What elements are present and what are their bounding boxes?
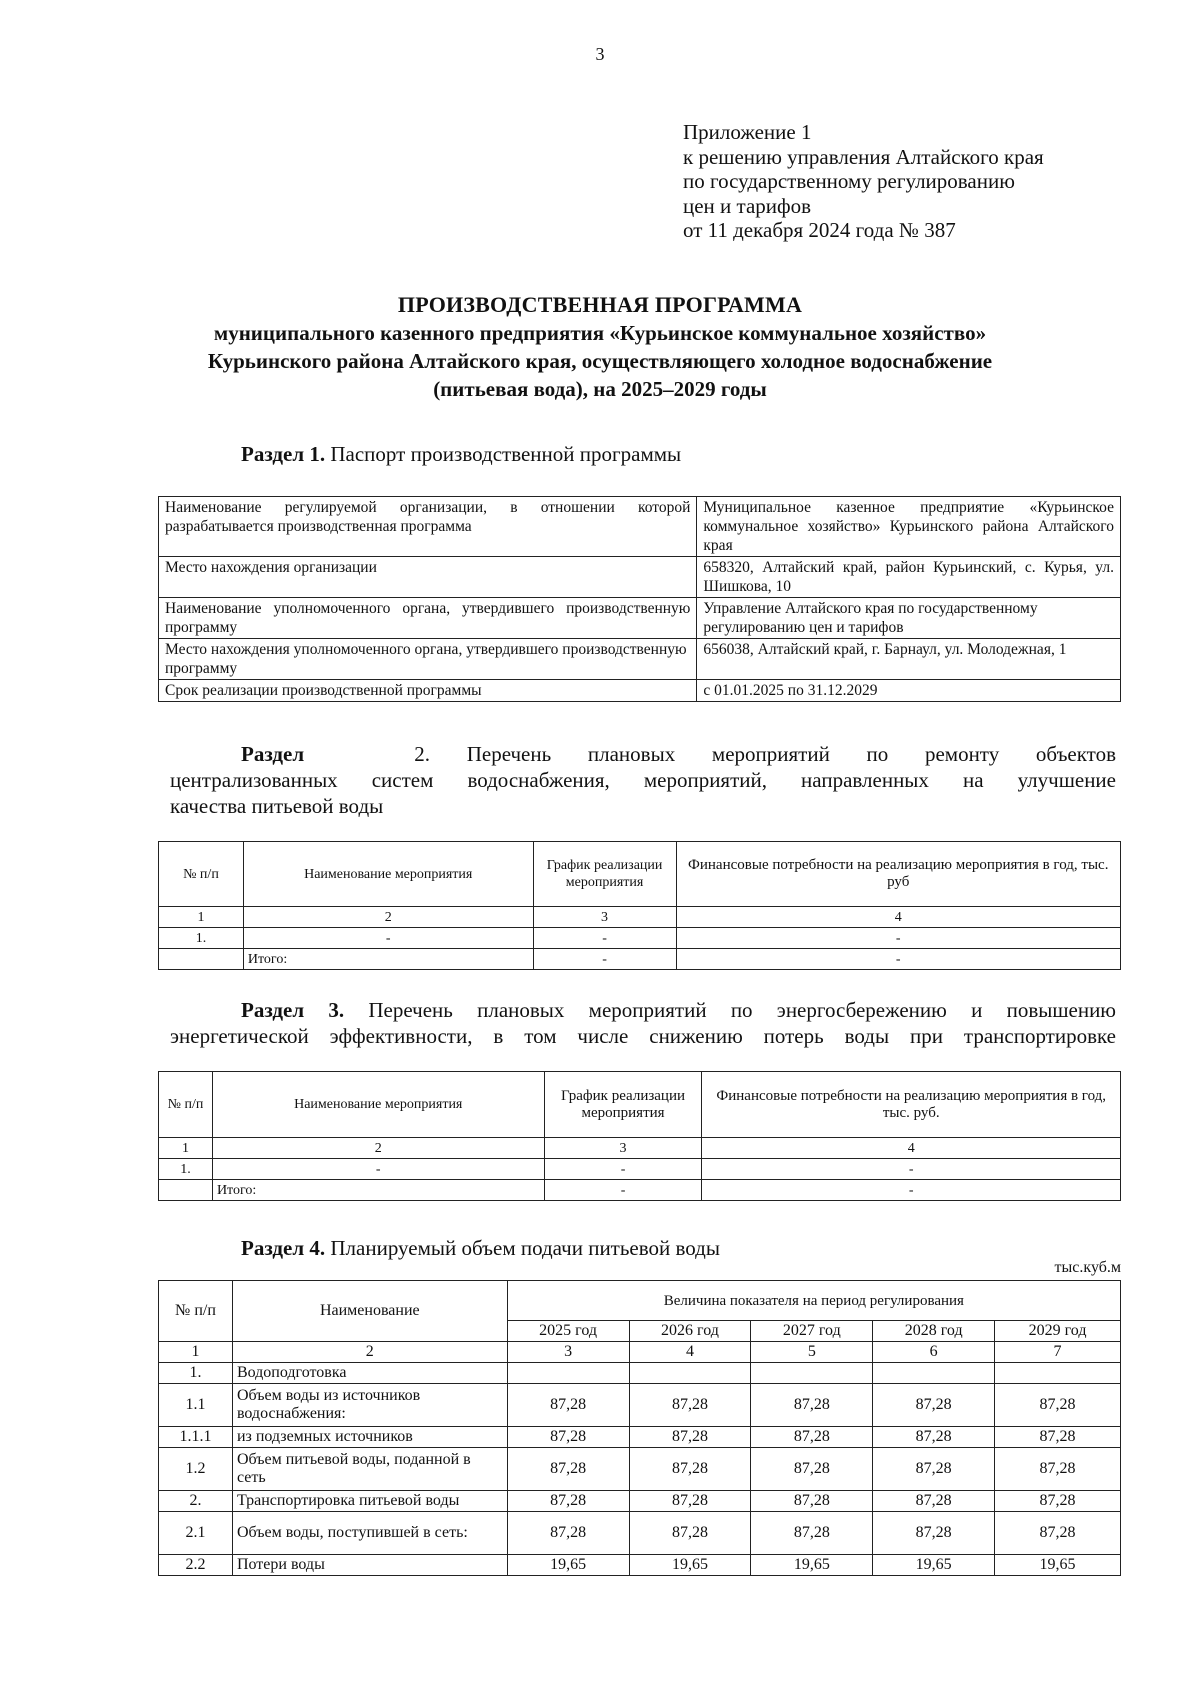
value-cell: 19,65 [507, 1555, 629, 1576]
section3-heading [170, 997, 1116, 1049]
value-cell: 87,28 [995, 1491, 1121, 1512]
table-cell: 1. [159, 1159, 213, 1180]
table-cell: - [533, 949, 676, 970]
year-header: 2028 год [873, 1321, 995, 1342]
appendix-line: от 11 декабря 2024 года № 387 [683, 218, 956, 242]
row-number: 2. [159, 1491, 233, 1512]
column-header: Наименование мероприятия [243, 842, 533, 907]
table-row [159, 1363, 1121, 1384]
table-cell: - [702, 1180, 1121, 1201]
passport-value: Муниципальное казенное предприятие «Курьинское коммунальное хозяйство» Курьинского района Алтайского края [697, 497, 1121, 557]
column-number: 7 [995, 1342, 1121, 1363]
table-header-row [159, 1072, 1121, 1138]
table-row [159, 1427, 1121, 1448]
column-number: 4 [629, 1342, 751, 1363]
column-header: График реализации мероприятия [533, 842, 676, 907]
table-row [159, 680, 1121, 702]
column-number: 3 [544, 1138, 702, 1159]
section2-title: 2. Перечень плановых мероприятий по ремонту объектов [414, 742, 1116, 766]
value-cell [995, 1363, 1121, 1384]
value-cell: 87,28 [873, 1384, 995, 1427]
row-name: Транспортировка питьевой воды [232, 1491, 507, 1512]
row-name: Водоподготовка [232, 1363, 507, 1384]
section3-title: Перечень плановых мероприятий по энергосбережению и повышению [344, 998, 1116, 1022]
value-cell: 87,28 [873, 1491, 995, 1512]
column-number: 1 [159, 1342, 233, 1363]
table-row [159, 1491, 1121, 1512]
passport-value: с 01.01.2025 по 31.12.2029 [697, 680, 1121, 702]
value-cell: 87,28 [995, 1448, 1121, 1491]
appendix-line: Приложение 1 [683, 120, 812, 144]
value-cell [751, 1363, 873, 1384]
section3-table [158, 1071, 1121, 1201]
column-number: 3 [533, 907, 676, 928]
appendix-line: к решению управления Алтайского края [683, 144, 1044, 169]
table-cell: - [544, 1159, 702, 1180]
table-row [159, 598, 1121, 639]
section2-line1 [170, 741, 1116, 767]
column-number: 4 [702, 1138, 1121, 1159]
total-label: Итого: [243, 949, 533, 970]
value-cell: 87,28 [507, 1427, 629, 1448]
column-header: Финансовые потребности на реализацию мероприятия в год, тыс. руб. [702, 1072, 1121, 1138]
title-line: Курьинского района Алтайского края, осуществляющего холодное водоснабжение [207, 349, 993, 373]
water-volume-table [158, 1280, 1121, 1576]
column-header: № п/п [159, 1281, 233, 1342]
passport-label: Место нахождения уполномоченного органа, утвердившего производственную программу [159, 639, 697, 680]
column-number: 2 [232, 1342, 507, 1363]
value-cell: 87,28 [507, 1512, 629, 1555]
passport-label: Наименование уполномоченного органа, утвердившего производственную программу [159, 598, 697, 639]
row-number: 1. [159, 1363, 233, 1384]
value-cell: 87,28 [629, 1427, 751, 1448]
row-number: 1.1 [159, 1384, 233, 1427]
title-line: (питьевая вода), на 2025–2029 годы [433, 377, 767, 401]
section2-label: Раздел [241, 742, 305, 766]
value-cell: 87,28 [507, 1491, 629, 1512]
passport-label: Наименование регулируемой организации, в отношении которой разрабатывается производственная программа [159, 497, 697, 557]
table-row [159, 1342, 1121, 1363]
value-cell: 87,28 [873, 1512, 995, 1555]
table-row [159, 1555, 1121, 1576]
table-cell: - [676, 949, 1121, 970]
value-cell: 87,28 [995, 1512, 1121, 1555]
appendix-line: по государственному регулированию [683, 169, 1015, 193]
appendix-line: цен и тарифов [683, 193, 812, 218]
row-name: Потери воды [232, 1555, 507, 1576]
value-cell: 87,28 [629, 1384, 751, 1427]
document-title [150, 291, 1050, 403]
appendix-header [683, 120, 1044, 243]
table-header-row [159, 1281, 1121, 1321]
row-number: 1.2 [159, 1448, 233, 1491]
table-row [159, 557, 1121, 598]
table-row [159, 1384, 1121, 1427]
section1-title: Паспорт производственной программы [325, 442, 682, 466]
table-cell: - [212, 1159, 544, 1180]
table-cell [159, 1180, 213, 1201]
section1-label: Раздел 1. [241, 442, 326, 466]
section4-title: Планируемый объем подачи питьевой воды [325, 1236, 720, 1260]
table-total-row [159, 1180, 1121, 1201]
value-cell [873, 1363, 995, 1384]
table-total-row [159, 949, 1121, 970]
table-row [159, 1448, 1121, 1491]
column-number: 5 [751, 1342, 873, 1363]
table-row [159, 928, 1121, 949]
value-cell: 87,28 [751, 1512, 873, 1555]
column-number: 2 [212, 1138, 544, 1159]
section4-heading [241, 1235, 720, 1261]
section2-table [158, 841, 1121, 970]
column-number: 2 [243, 907, 533, 928]
column-number: 1 [159, 907, 244, 928]
section2-line3: качества питьевой воды [170, 794, 384, 818]
value-cell: 87,28 [629, 1512, 751, 1555]
row-name: Объем воды из источников водоснабжения: [232, 1384, 507, 1427]
value-cell: 87,28 [995, 1427, 1121, 1448]
row-number: 2.2 [159, 1555, 233, 1576]
table-cell: - [243, 928, 533, 949]
section1-heading [241, 441, 681, 467]
column-header: № п/п [159, 1072, 213, 1138]
value-cell: 87,28 [751, 1384, 873, 1427]
row-number: 2.1 [159, 1512, 233, 1555]
year-header: 2029 год [995, 1321, 1121, 1342]
passport-label: Место нахождения организации [159, 557, 697, 598]
section4-label: Раздел 4. [241, 1236, 326, 1260]
value-cell: 87,28 [507, 1448, 629, 1491]
table-cell [159, 949, 244, 970]
value-cell: 19,65 [995, 1555, 1121, 1576]
column-header: График реализации мероприятия [544, 1072, 702, 1138]
value-cell [507, 1363, 629, 1384]
value-cell: 87,28 [751, 1491, 873, 1512]
year-header: 2026 год [629, 1321, 751, 1342]
passport-label: Срок реализации производственной программы [159, 680, 697, 702]
value-cell: 87,28 [995, 1384, 1121, 1427]
table-row [159, 497, 1121, 557]
value-cell: 87,28 [873, 1448, 995, 1491]
section2-line2: централизованных систем водоснабжения, мероприятий, направленных на улучшение [170, 768, 1116, 792]
value-cell: 87,28 [629, 1448, 751, 1491]
value-cell [629, 1363, 751, 1384]
row-number: 1.1.1 [159, 1427, 233, 1448]
section3-line2: энергетической эффективности, в том числе снижению потерь воды при транспортировке [170, 1024, 1116, 1048]
title-line: муниципального казенного предприятия «Курьинское коммунальное хозяйство» [213, 321, 987, 345]
table-row [159, 1159, 1121, 1180]
table-header-row [159, 842, 1121, 907]
table-row [159, 639, 1121, 680]
value-cell: 87,28 [751, 1448, 873, 1491]
column-number: 4 [676, 907, 1121, 928]
row-name: из подземных источников [232, 1427, 507, 1448]
passport-value: 656038, Алтайский край, г. Барнаул, ул. Молодежная, 1 [697, 639, 1121, 680]
column-number: 3 [507, 1342, 629, 1363]
section3-label: Раздел 3. [241, 998, 345, 1022]
table-cell: 1. [159, 928, 244, 949]
row-name: Объем воды, поступившей в сеть: [232, 1512, 507, 1555]
column-header: № п/п [159, 842, 244, 907]
page-number: 3 [595, 44, 605, 64]
table-row [159, 907, 1121, 928]
column-header: Наименование [232, 1281, 507, 1342]
table-row [159, 1512, 1121, 1555]
column-group-header: Величина показателя на период регулирования [507, 1281, 1120, 1321]
column-header: Наименование мероприятия [212, 1072, 544, 1138]
table-cell: - [544, 1180, 702, 1201]
section3-line1 [170, 997, 1116, 1023]
total-label: Итого: [212, 1180, 544, 1201]
column-header: Финансовые потребности на реализацию мероприятия в год, тыс. руб [676, 842, 1121, 907]
value-cell: 87,28 [751, 1427, 873, 1448]
passport-value: Управление Алтайского края по государственному регулированию цен и тарифов [697, 598, 1121, 639]
year-header: 2027 год [751, 1321, 873, 1342]
table-row [159, 1138, 1121, 1159]
value-cell: 19,65 [629, 1555, 751, 1576]
column-number: 6 [873, 1342, 995, 1363]
table-cell: - [533, 928, 676, 949]
value-cell: 19,65 [751, 1555, 873, 1576]
unit-label: тыс.куб.м [1054, 1259, 1121, 1276]
table-cell: - [676, 928, 1121, 949]
value-cell: 19,65 [873, 1555, 995, 1576]
passport-table [158, 496, 1121, 702]
value-cell: 87,28 [507, 1384, 629, 1427]
year-header: 2025 год [507, 1321, 629, 1342]
row-name: Объем питьевой воды, поданной в сеть [232, 1448, 507, 1491]
table-cell: - [702, 1159, 1121, 1180]
column-number: 1 [159, 1138, 213, 1159]
section2-heading [170, 741, 1116, 819]
value-cell: 87,28 [873, 1427, 995, 1448]
passport-value: 658320, Алтайский край, район Курьинский, с. Курья, ул. Шишкова, 10 [697, 557, 1121, 598]
value-cell: 87,28 [629, 1491, 751, 1512]
title-line: ПРОИЗВОДСТВЕННАЯ ПРОГРАММА [397, 292, 803, 317]
